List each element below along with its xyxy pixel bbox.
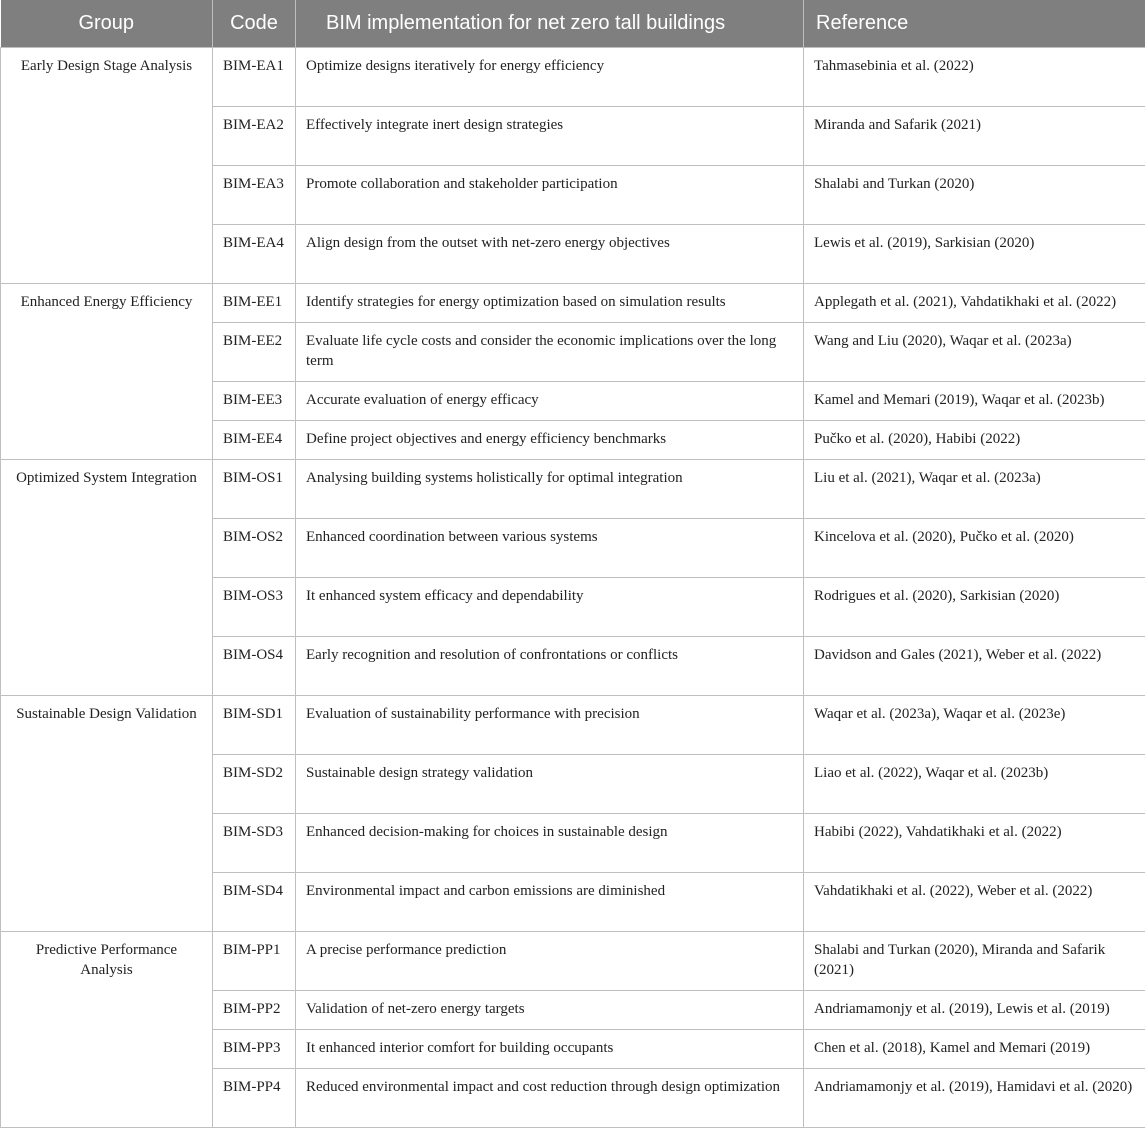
implementation-cell: Sustainable design strategy validation [296,755,804,814]
table-row [1,696,1145,755]
code-cell: BIM-OS1 [213,460,296,519]
code-cell: BIM-EA4 [213,225,296,284]
implementation-cell: Evaluation of sustainability performance with precision [296,696,804,755]
reference-cell: Kamel and Memari (2019), Waqar et al. (2023b) [804,382,1145,421]
implementation-cell: Effectively integrate inert design strategies [296,107,804,166]
reference-cell: Wang and Liu (2020), Waqar et al. (2023a) [804,323,1145,382]
code-cell: BIM-SD2 [213,755,296,814]
reference-cell: Lewis et al. (2019), Sarkisian (2020) [804,225,1145,284]
implementation-cell: A precise performance prediction [296,932,804,991]
group-cell: Enhanced Energy Efficiency [1,284,213,460]
reference-cell: Andriamamonjy et al. (2019), Lewis et al. (2019) [804,991,1145,1030]
reference-cell: Shalabi and Turkan (2020), Miranda and Safarik (2021) [804,932,1145,991]
code-cell: BIM-PP3 [213,1030,296,1069]
code-cell: BIM-SD1 [213,696,296,755]
implementation-cell: Optimize designs iteratively for energy efficiency [296,48,804,107]
implementation-cell: Analysing building systems holistically for optimal integration [296,460,804,519]
header-implementation: BIM implementation for net zero tall buildings [296,0,804,48]
code-cell: BIM-OS3 [213,578,296,637]
table-row [1,284,1145,323]
code-cell: BIM-SD3 [213,814,296,873]
header-reference: Reference [804,0,1145,48]
table-row [1,932,1145,991]
reference-cell: Rodrigues et al. (2020), Sarkisian (2020) [804,578,1145,637]
code-cell: BIM-EE1 [213,284,296,323]
code-cell: BIM-EA3 [213,166,296,225]
reference-cell: Liu et al. (2021), Waqar et al. (2023a) [804,460,1145,519]
code-cell: BIM-OS2 [213,519,296,578]
code-cell: BIM-EE4 [213,421,296,460]
reference-cell: Chen et al. (2018), Kamel and Memari (2019) [804,1030,1145,1069]
implementation-cell: Align design from the outset with net-zero energy objectives [296,225,804,284]
implementation-cell: Evaluate life cycle costs and consider the economic implications over the long term [296,323,804,382]
implementation-cell: Enhanced coordination between various systems [296,519,804,578]
header-code: Code [213,0,296,48]
header-row [1,0,1145,48]
implementation-cell: Promote collaboration and stakeholder participation [296,166,804,225]
reference-cell: Vahdatikhaki et al. (2022), Weber et al. (2022) [804,873,1145,932]
implementation-cell: Environmental impact and carbon emissions are diminished [296,873,804,932]
code-cell: BIM-OS4 [213,637,296,696]
implementation-cell: It enhanced interior comfort for building occupants [296,1030,804,1069]
table-row [1,460,1145,519]
reference-cell: Kincelova et al. (2020), Pučko et al. (2020) [804,519,1145,578]
code-cell: BIM-EE3 [213,382,296,421]
implementation-cell: Define project objectives and energy efficiency benchmarks [296,421,804,460]
code-cell: BIM-PP1 [213,932,296,991]
reference-cell: Tahmasebinia et al. (2022) [804,48,1145,107]
implementation-cell: Early recognition and resolution of confrontations or conflicts [296,637,804,696]
reference-cell: Andriamamonjy et al. (2019), Hamidavi et al. (2020) [804,1069,1145,1128]
reference-cell: Applegath et al. (2021), Vahdatikhaki et al. (2022) [804,284,1145,323]
reference-cell: Pučko et al. (2020), Habibi (2022) [804,421,1145,460]
code-cell: BIM-EE2 [213,323,296,382]
reference-cell: Waqar et al. (2023a), Waqar et al. (2023e) [804,696,1145,755]
code-cell: BIM-EA2 [213,107,296,166]
implementation-cell: Validation of net-zero energy targets [296,991,804,1030]
implementation-cell: Enhanced decision-making for choices in sustainable design [296,814,804,873]
code-cell: BIM-SD4 [213,873,296,932]
implementation-cell: Reduced environmental impact and cost reduction through design optimization [296,1069,804,1128]
group-cell: Early Design Stage Analysis [1,48,213,284]
reference-cell: Davidson and Gales (2021), Weber et al. (2022) [804,637,1145,696]
reference-cell: Shalabi and Turkan (2020) [804,166,1145,225]
header-group: Group [1,0,213,48]
code-cell: BIM-EA1 [213,48,296,107]
table-row [1,48,1145,107]
reference-cell: Habibi (2022), Vahdatikhaki et al. (2022) [804,814,1145,873]
group-cell: Optimized System Integration [1,460,213,696]
implementation-cell: Identify strategies for energy optimization based on simulation results [296,284,804,323]
group-cell: Predictive Performance Analysis [1,932,213,1128]
group-cell: Sustainable Design Validation [1,696,213,932]
reference-cell: Miranda and Safarik (2021) [804,107,1145,166]
implementation-cell: It enhanced system efficacy and dependability [296,578,804,637]
code-cell: BIM-PP4 [213,1069,296,1128]
code-cell: BIM-PP2 [213,991,296,1030]
implementation-cell: Accurate evaluation of energy efficacy [296,382,804,421]
reference-cell: Liao et al. (2022), Waqar et al. (2023b) [804,755,1145,814]
